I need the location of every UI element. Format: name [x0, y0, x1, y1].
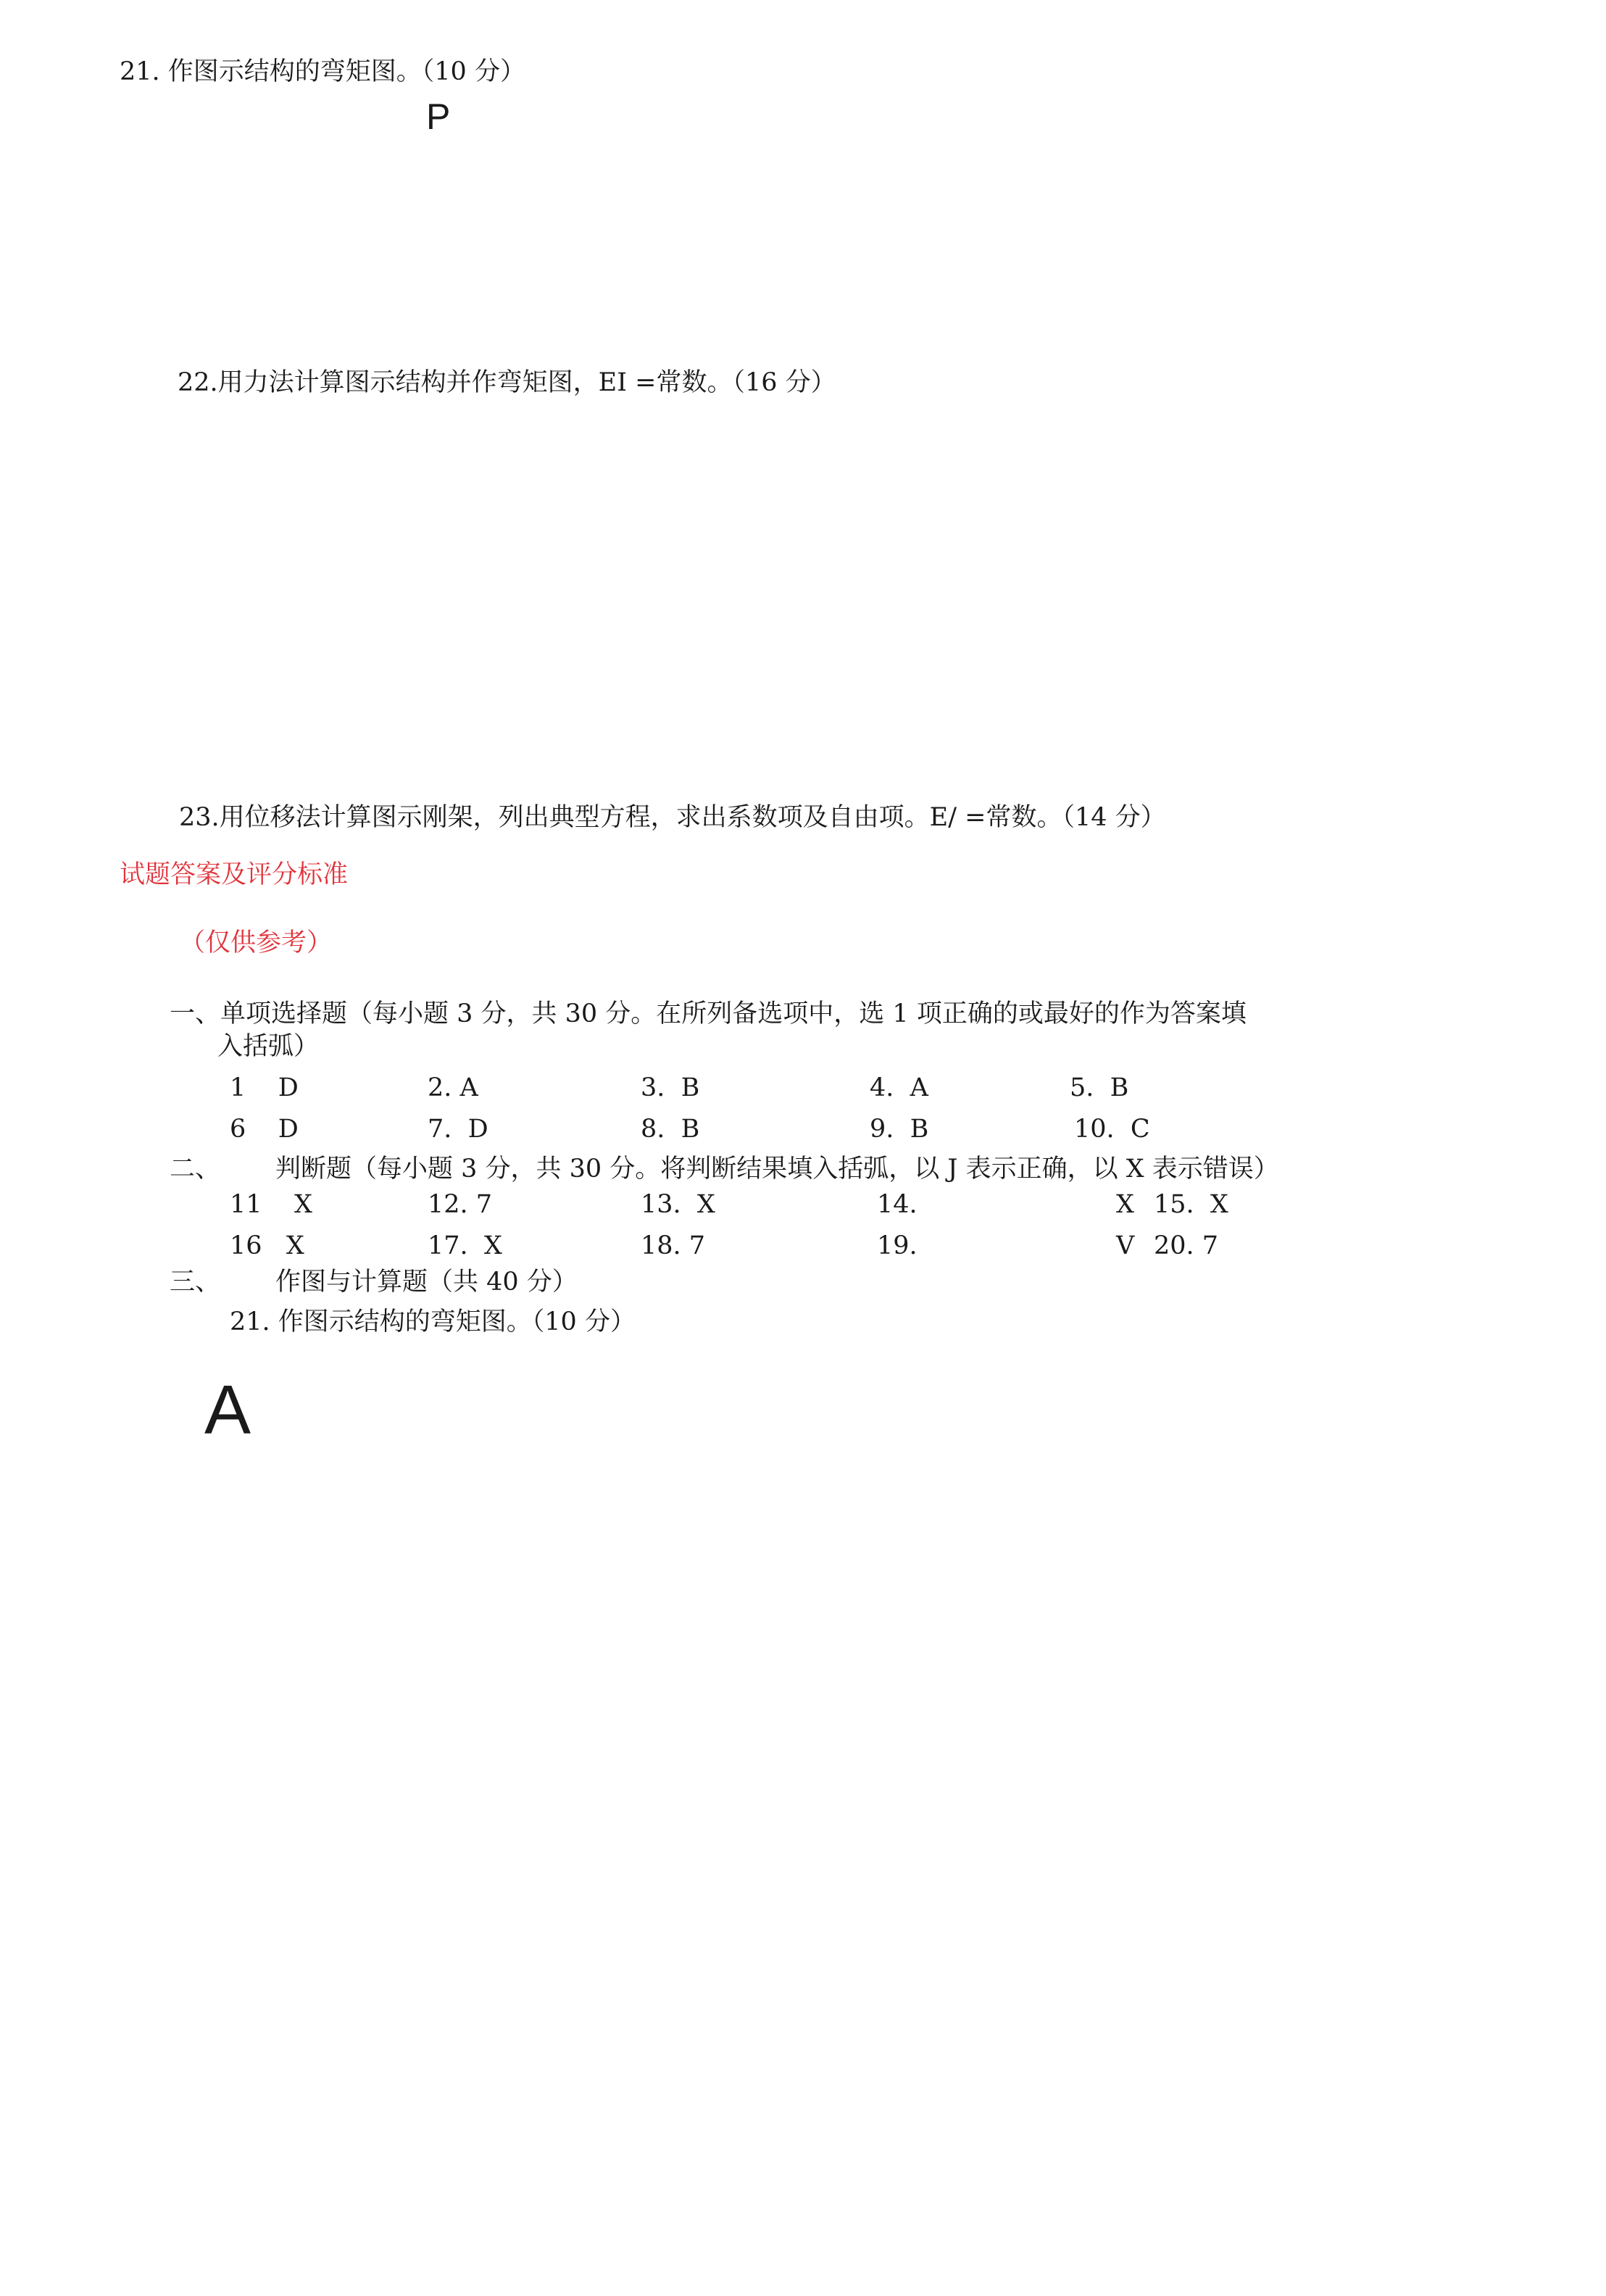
load-label-p: P [426, 96, 451, 137]
answer-16: 16 X [230, 1231, 304, 1260]
answer-15: 15. X [1154, 1190, 1228, 1219]
answer-8: 8. B [641, 1115, 700, 1144]
answer-4: 4. A [870, 1073, 928, 1102]
answer-6: 6 D [230, 1115, 299, 1144]
question-23: 23.用位移法计算图示刚架，列出典型方程，求出系数项及自由项。E/ =常数。（14 分） [179, 803, 1166, 832]
answer-12: 12. 7 [428, 1190, 493, 1219]
section2-number: 二、 [170, 1155, 221, 1184]
answer-9: 9. B [870, 1115, 929, 1144]
section1-heading: 一、单项选择题（每小题 3 分，共 30 分。在所列备选项中，选 1 项正确的或最好的作为答案填 [170, 999, 1247, 1028]
answers-title: 试题答案及评分标准 [120, 860, 349, 889]
answer-10: 10. C [1074, 1115, 1150, 1144]
answer-3: 3. B [641, 1073, 700, 1102]
answer-1: 1 D [230, 1073, 299, 1102]
answer-18: 18. 7 [641, 1231, 706, 1260]
figure-label-a: A [204, 1371, 251, 1449]
answer-5: 5. B [1070, 1073, 1129, 1102]
answer-13: 13. X [641, 1190, 715, 1219]
answer-19-mark: V [1116, 1231, 1135, 1260]
answers-subtitle: （仅供参考） [180, 928, 333, 957]
question-21: 21. 作图示结构的弯矩图。（10 分） [120, 57, 525, 86]
answer-7: 7. D [428, 1115, 488, 1144]
answer-19: 19. [877, 1231, 918, 1260]
answer-14-mark: X [1116, 1190, 1134, 1219]
section3-number: 三、 [170, 1268, 221, 1297]
answer-17: 17. X [428, 1231, 502, 1260]
answer-20: 20. 7 [1154, 1231, 1219, 1260]
answer-14: 14. [877, 1190, 918, 1219]
answer-2: 2. A [428, 1073, 478, 1102]
section1-heading-cont: 入括弧） [217, 1032, 320, 1061]
question-22: 22.用力法计算图示结构并作弯矩图，EI =常数。（16 分） [178, 368, 836, 397]
answer-question-21: 21. 作图示结构的弯矩图。（10 分） [230, 1307, 636, 1336]
section2-heading: 判断题（每小题 3 分，共 30 分。将判断结果填入括弧，以 J 表示正确，以 X 表示错误） [275, 1155, 1279, 1184]
answer-11: 11 X [230, 1190, 312, 1219]
section3-heading: 作图与计算题（共 40 分） [275, 1268, 578, 1297]
